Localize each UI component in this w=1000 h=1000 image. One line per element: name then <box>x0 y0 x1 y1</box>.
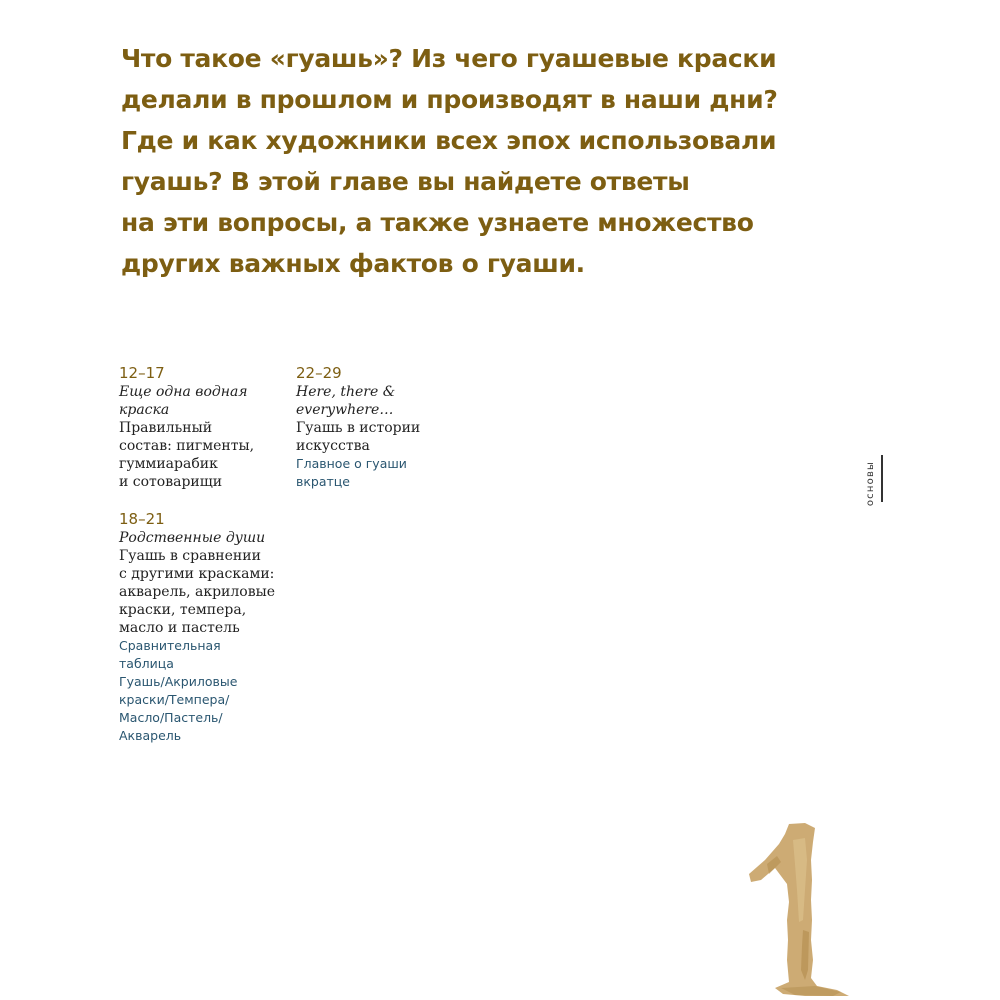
toc-page-range: 22–29 <box>296 364 342 382</box>
chapter-intro-text <box>121 38 778 284</box>
toc-desc-line: Гуашь в сравнении <box>119 548 261 564</box>
intro-line: других важных фактов о гуаши. <box>121 249 585 278</box>
toc-section-description <box>119 419 299 491</box>
toc-desc-line: Гуашь в истории <box>296 420 421 436</box>
intro-line: делали в прошлом и производят в наши дни? <box>121 85 778 114</box>
toc-note-line: Масло/Пастель/ <box>119 710 223 725</box>
intro-line: на эти вопросы, а также узнаете множество <box>121 208 754 237</box>
toc-section-title <box>119 529 299 547</box>
toc-desc-line: состав: пигменты, <box>119 438 255 454</box>
toc-title-line: Еще одна водная <box>119 384 248 400</box>
toc-note-line: Сравнительная <box>119 638 221 653</box>
toc-entry <box>119 364 299 491</box>
section-side-label-text: основы <box>865 460 877 506</box>
toc-entry <box>119 510 299 745</box>
toc-page-range: 18–21 <box>119 510 165 528</box>
paint-texture-shape <box>749 823 849 996</box>
toc-note-line: вкратце <box>296 474 350 489</box>
toc-column-right <box>296 364 476 510</box>
toc-section-description <box>296 419 476 455</box>
toc-entry <box>296 364 476 491</box>
toc-desc-line: с другими красками: <box>119 566 275 582</box>
toc-desc-line: искусства <box>296 438 370 454</box>
chapter-number-one-illustration <box>745 820 865 1000</box>
toc-page-range: 12–17 <box>119 364 165 382</box>
section-side-label <box>864 456 878 510</box>
toc-title-line: Here, there & <box>296 384 396 400</box>
intro-line: Где и как художники всех эпох использовали <box>121 126 777 155</box>
toc-desc-line: гуммиарабик <box>119 456 218 472</box>
toc-section-note <box>296 455 476 491</box>
toc-note-line: Акварель <box>119 728 182 743</box>
toc-desc-line: и сотоварищи <box>119 474 223 490</box>
toc-title-line: Родственные души <box>119 530 266 546</box>
toc-section-note <box>119 637 299 745</box>
toc-column-left <box>119 364 299 764</box>
toc-section-title <box>296 383 476 419</box>
toc-title-line: краска <box>119 402 170 418</box>
toc-desc-line: краски, темпера, <box>119 602 247 618</box>
toc-desc-line: акварель, акриловые <box>119 584 276 600</box>
toc-note-line: краски/Темпера/ <box>119 692 230 707</box>
toc-desc-line: масло и пастель <box>119 620 240 636</box>
toc-title-line: everywhere… <box>296 402 394 418</box>
toc-note-line: таблица <box>119 656 174 671</box>
toc-note-line: Гуашь/Акриловые <box>119 674 238 689</box>
intro-line: гуашь? В этой главе вы найдете ответы <box>121 167 690 196</box>
toc-desc-line: Правильный <box>119 420 213 436</box>
section-side-bar <box>881 455 883 502</box>
toc-section-title <box>119 383 299 419</box>
intro-line: Что такое «гуашь»? Из чего гуашевые краски <box>121 44 777 73</box>
toc-note-line: Главное о гуаши <box>296 456 407 471</box>
toc-section-description <box>119 547 299 637</box>
